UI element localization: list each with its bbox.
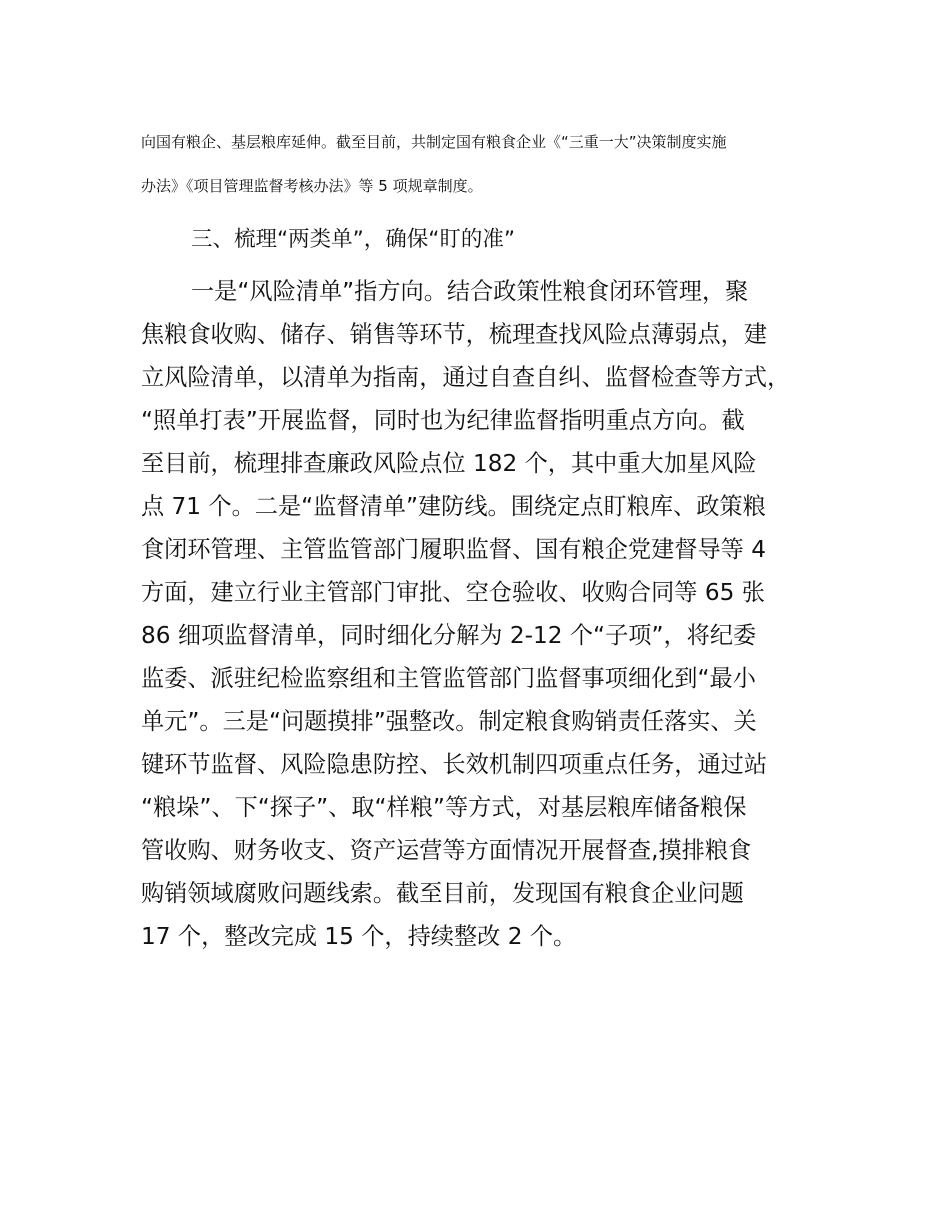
paragraph-line-16: 17 个，整改完成 15 个，持续整改 2 个。 — [141, 923, 577, 950]
paragraph-line-12: 键环节监督、风险隐患防控、长效机制四项重点任务，通过站 — [141, 751, 768, 778]
intro-line-1: 向国有粮企、基层粮库延伸。截至目前，共制定国有粮食企业《“三重一大”决策制度实施 — [141, 133, 727, 151]
paragraph-line-13: “粮垛”、下“探子”、取“样粮”等方式，对基层粮库储备粮保 — [141, 794, 747, 821]
paragraph-line-4: “照单打表”开展监督，同时也为纪律监督指明重点方向。截 — [141, 407, 745, 434]
paragraph-line-3: 立风险清单，以清单为指南，通过自查自纠、监督检查等方式， — [141, 364, 791, 391]
paragraph-line-2: 焦粮食收购、储存、销售等环节，梳理查找风险点薄弱点，建 — [141, 321, 768, 348]
paragraph-line-11: 单元”。三是“问题摸排”强整改。制定粮食购销责任落实、关 — [141, 708, 757, 735]
intro-line-2: 办法》《项目管理监督考核办法》等 5 项规章制度。 — [141, 177, 483, 195]
paragraph-line-5: 至目前，梳理排查廉政风险点位 182 个，其中重大加星风险 — [141, 450, 757, 477]
section-heading: 三、梳理“两类单”，确保“盯的准” — [191, 227, 516, 252]
paragraph-line-14: 管收购、财务收支、资产运营等方面情况开展督查,摸排粮食 — [141, 837, 752, 864]
paragraph-line-1: 一是“风险清单”指方向。结合政策性粮食闭环管理，聚 — [191, 278, 749, 305]
paragraph-line-8: 方面，建立行业主管部门审批、空仓验收、收购合同等 65 张 — [141, 579, 765, 606]
paragraph-line-15: 购销领域腐败问题线索。截至目前，发现国有粮食企业问题 — [141, 880, 744, 907]
paragraph-line-6: 点 71 个。二是“监督清单”建防线。围绕定点盯粮库、政策粮 — [141, 493, 766, 520]
paragraph-line-9: 86 细项监督清单，同时细化分解为 2-12 个“子项”，将纪委 — [141, 622, 757, 649]
paragraph-line-10: 监委、派驻纪检监察组和主管监管部门监督事项细化到“最小 — [141, 665, 756, 692]
paragraph-line-7: 食闭环管理、主管监管部门履职监督、国有粮企党建督导等 4 — [141, 536, 766, 563]
